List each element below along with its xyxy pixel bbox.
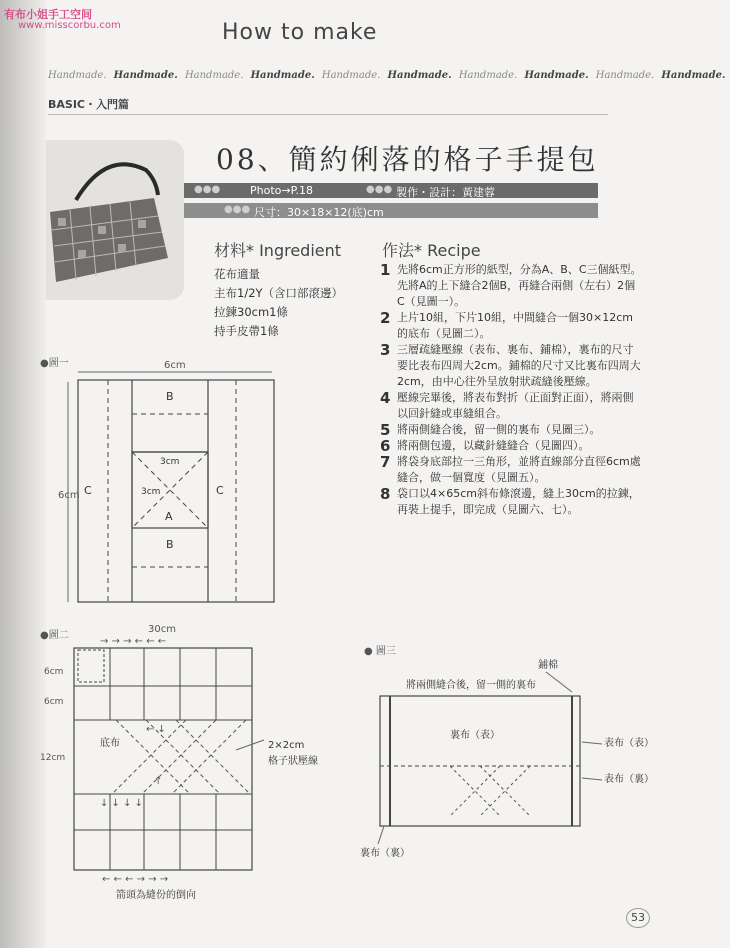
size-bar bbox=[184, 203, 598, 218]
step-number: 7 bbox=[380, 453, 391, 471]
piece-b-label: B bbox=[166, 390, 174, 403]
handmade-word: Handmade. bbox=[250, 70, 315, 81]
material-item: 拉鍊30cm1條 bbox=[214, 305, 288, 319]
recipe-step bbox=[380, 390, 642, 422]
bag-illustration bbox=[46, 140, 184, 300]
fig2-mid-label: 12cm bbox=[40, 753, 66, 763]
figure-3-diagram bbox=[360, 640, 660, 870]
handmade-word: Handmade. bbox=[458, 70, 518, 81]
fig2-row2-label: 6cm bbox=[44, 697, 64, 707]
recipe-step bbox=[380, 454, 642, 486]
fig3-outer-front: 表布（表） bbox=[604, 738, 654, 749]
recipe-steps bbox=[380, 262, 642, 518]
quilting-grid bbox=[450, 766, 530, 816]
figure-2-diagram bbox=[36, 620, 376, 910]
section-label: BASIC・入門篇 bbox=[48, 98, 129, 111]
piece-c-label: C bbox=[84, 484, 92, 497]
handmade-word: Handmade. bbox=[48, 70, 107, 81]
divider bbox=[48, 114, 608, 115]
arrow-down-icon: ↓ ↓ ↓ ↓ bbox=[100, 798, 144, 809]
mini-block bbox=[78, 650, 104, 682]
dots-decoration: ●●● bbox=[224, 204, 251, 215]
bag-photo bbox=[46, 140, 184, 300]
handmade-word: Handmade. bbox=[321, 70, 381, 81]
fig3-top-note: 將兩側縫合後，留一側的裏布 bbox=[406, 680, 536, 691]
recipe-step bbox=[380, 310, 642, 342]
step-number: 3 bbox=[380, 341, 391, 359]
fig2-outer-rect bbox=[74, 648, 252, 870]
recipe-step bbox=[380, 486, 642, 518]
fig2-width-label: 30cm bbox=[148, 624, 176, 635]
fig2-arrow-note: 箭頭為縫份的倒向 bbox=[116, 890, 196, 901]
step-number: 2 bbox=[380, 309, 391, 327]
recipe-step bbox=[380, 262, 642, 310]
recipe-step bbox=[380, 422, 642, 438]
step-text: 將兩側包邊，以藏針縫縫合（見圖四）。 bbox=[397, 439, 590, 452]
step-text: 三層疏縫壓線（表布、裏布、鋪棉），裏布的尺寸要比表布四周大2cm。鋪棉的尺寸又比裏布四周大2cm，由中心往外呈放射狀疏縫後壓線。 bbox=[397, 343, 641, 388]
watermark-logo: 有布小姐手工空间 bbox=[4, 8, 92, 21]
handmade-strip bbox=[48, 70, 730, 81]
step-text: 先將6cm正方形的紙型，分為A、B、C三個紙型。先將A的上下縫合2個B，再縫合兩側（左右）2個C（見圖一）。 bbox=[397, 263, 642, 308]
material-item: 花布適量 bbox=[214, 267, 260, 281]
step-text: 將袋身底部拉一三角形，並將直線部分直徑6cm處縫合，做一個寬度（見圖五）。 bbox=[397, 455, 641, 484]
project-title: 08、簡約俐落的格子手提包 bbox=[216, 143, 599, 176]
material-item: 持手皮帶1條 bbox=[214, 324, 279, 338]
piece-b-label: B bbox=[166, 538, 174, 551]
fig2-base-label: 底布 bbox=[100, 738, 120, 749]
arrow-icon: ← ← ← → → → bbox=[102, 874, 169, 885]
handmade-word: Handmade. bbox=[113, 70, 178, 81]
credit-text: 製作・設計：黃建蓉 bbox=[396, 186, 495, 199]
piece-c-label: C bbox=[216, 484, 224, 497]
figure-1-label: ●圖一 bbox=[40, 358, 69, 369]
fig2-grid-note: 格子狀壓線 bbox=[268, 756, 318, 767]
step-number: 4 bbox=[380, 389, 391, 407]
leader-line bbox=[582, 742, 602, 744]
materials-title: 材料* Ingredient bbox=[214, 241, 342, 260]
step-text: 將兩側縫合後，留一側的裏布（見圖三）。 bbox=[397, 423, 601, 436]
dots-decoration: ●●● bbox=[366, 184, 393, 195]
leader-line bbox=[236, 740, 264, 750]
photo-credit-bar bbox=[184, 183, 598, 198]
handmade-word: Handmade. bbox=[661, 70, 726, 81]
fig3-outer-back: 表布（裏） bbox=[604, 774, 654, 785]
fig3-lining-inner: 裏布（表） bbox=[450, 730, 500, 741]
page-number: 53 bbox=[626, 908, 650, 928]
recipe-step bbox=[380, 438, 642, 454]
step-text: 壓線完畢後，將表布對折（正面對正面），將兩側以回針縫或車縫組合。 bbox=[397, 391, 634, 420]
quilting-grid bbox=[112, 720, 250, 794]
figure-2-label: ●圖二 bbox=[40, 630, 69, 641]
fig3-lining-back: 裏布（裏） bbox=[360, 848, 410, 859]
handmade-word: Handmade. bbox=[387, 70, 452, 81]
fig1-outer-square bbox=[78, 380, 274, 602]
figure-3-label: ● 圖三 bbox=[364, 646, 396, 657]
recipe-title: 作法* Recipe bbox=[382, 241, 481, 260]
step-number: 1 bbox=[380, 261, 391, 279]
photo-ref: Photo→P.18 bbox=[250, 184, 314, 197]
step-text: 上片10組，下片10組，中間縫合一個30×12cm的底布（見圖二）。 bbox=[397, 311, 633, 340]
step-number: 8 bbox=[380, 485, 391, 503]
handmade-word: Handmade. bbox=[184, 70, 244, 81]
dots-decoration: ●●● bbox=[194, 184, 221, 195]
fig2-grid-dim: 2×2cm bbox=[268, 740, 305, 751]
step-number: 5 bbox=[380, 421, 391, 439]
arrow-left-icon: ← ↓ bbox=[146, 724, 166, 735]
fig3-batting-label: 鋪棉 bbox=[538, 660, 558, 671]
fig2-row1-label: 6cm bbox=[44, 667, 64, 677]
watermark-url: www.misscorbu.com bbox=[18, 20, 121, 31]
recipe-step bbox=[380, 342, 642, 390]
arrow-icon: → → → ← ← ← bbox=[100, 636, 167, 647]
figure-1-diagram bbox=[36, 352, 336, 616]
leader-line bbox=[378, 826, 384, 844]
fig1-dim-label: 3cm bbox=[141, 487, 161, 497]
step-text: 袋口以4×65cm斜布條滾邊，縫上30cm的拉鍊，再裝上提手，即完成（見圖六、七）。 bbox=[397, 487, 640, 516]
materials-list bbox=[214, 265, 343, 341]
leader-line bbox=[582, 778, 602, 780]
fig1-width-label: 6cm bbox=[164, 360, 186, 371]
handmade-word: Handmade. bbox=[595, 70, 655, 81]
fig1-dim-label: 3cm bbox=[160, 457, 180, 467]
bag-body-outline bbox=[380, 696, 580, 826]
size-text: 尺寸：30×18×12(底)cm bbox=[254, 206, 384, 219]
material-item: 主布1/2Y（含口部滾邊） bbox=[214, 286, 344, 300]
piece-a-label: A bbox=[165, 510, 173, 523]
leader-line bbox=[546, 672, 572, 692]
step-number: 6 bbox=[380, 437, 391, 455]
page-header-title: How to make bbox=[222, 20, 378, 45]
arrow-up-icon: ↑ bbox=[154, 776, 163, 787]
handmade-word: Handmade. bbox=[524, 70, 589, 81]
fig1-height-label: 6cm bbox=[58, 490, 80, 501]
